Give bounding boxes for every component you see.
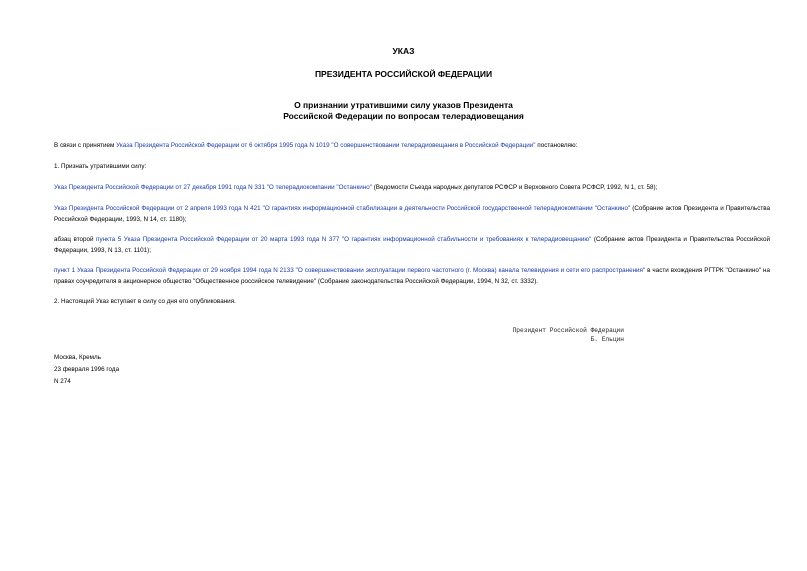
decree-title: УКАЗ (392, 46, 415, 56)
ref-3-link[interactable]: пункта 5 Указа Президента Российской Федерации от 20 марта 1993 года N 377 "О гарантиях информационной стабильности и требованиях к телерадиовещанию" (96, 236, 592, 243)
item-1: 1. Признать утратившими силу: (54, 163, 147, 170)
footer-date: 23 февраля 1996 года (54, 366, 120, 373)
footer-place: Москва, Кремль (54, 354, 101, 361)
ref-2-link[interactable]: Указ Президента Российской Федерации от 2 апреля 1993 года N 421 "О гарантиях информационной стабилизации в деятельности Российской государственной телерадиокомпании "Останкино" (54, 205, 631, 212)
decree-heading-line1: О признании утратившими силу указов Президента (294, 100, 513, 110)
intro-paragraph (54, 140, 770, 151)
ref-4-suffix: в части вхождения РГТРК "Останкино" на правах соучредителя в акционерное общество "Общественное российское телевидение" (Собрание законодательства Российской Федерации, 1994, N 32, ст. 3332). (54, 267, 770, 285)
ref-3-suffix: (Собрание актов Президента и Правительства Российской Федерации, 1993, N 13, ст. 1101); (54, 236, 770, 254)
decree-issuer: ПРЕЗИДЕНТА РОССИЙСКОЙ ФЕДЕРАЦИИ (314, 69, 493, 79)
ref-1-suffix: (Ведомости Съезда народных депутатов РСФСР и Верховного Совета РСФСР, 1992, N 1, ст. 58); (371, 184, 658, 191)
ref-paragraph-1 (54, 182, 770, 193)
ref-3-prefix: абзац второй (54, 236, 97, 243)
ref-paragraph-4 (54, 265, 770, 287)
ref-2-suffix: (Собрание актов Президента и Правительства Российской Федерации, 1993, N 14, ст. 1180); (54, 205, 770, 223)
ref-1-link[interactable]: Указ Президента Российской Федерации от 27 декабря 1991 года N 331 "О телерадиокомпании "Останкино" (54, 184, 372, 191)
decree-heading-line2: Российской Федерации по вопросам телерадиовещания (283, 111, 524, 121)
signature-title: Президент Российской Федерации (512, 327, 624, 334)
footer-number: N 274 (54, 378, 71, 385)
intro-prefix: В связи с принятием (54, 142, 117, 149)
ref-paragraph-3 (54, 234, 770, 256)
ref-4-link[interactable]: пункт 1 Указа Президента Российской Федерации от 29 ноября 1994 года N 2133 "О совершенствовании эксплуатации первого частотного (г. Москва) канала телевидения и сети его распространения" (54, 267, 646, 274)
intro-suffix: постановляю: (535, 142, 578, 149)
ref-paragraph-2 (54, 203, 770, 225)
item-2: 2. Настоящий Указ вступает в силу со дня его опубликования. (54, 298, 236, 305)
signature-name: Б. Ельцин (590, 336, 624, 343)
intro-decree-link[interactable]: Указа Президента Российской Федерации от 6 октября 1995 года N 1019 "О совершенствовании телерадиовещания в Российской Федерации" (116, 142, 536, 149)
